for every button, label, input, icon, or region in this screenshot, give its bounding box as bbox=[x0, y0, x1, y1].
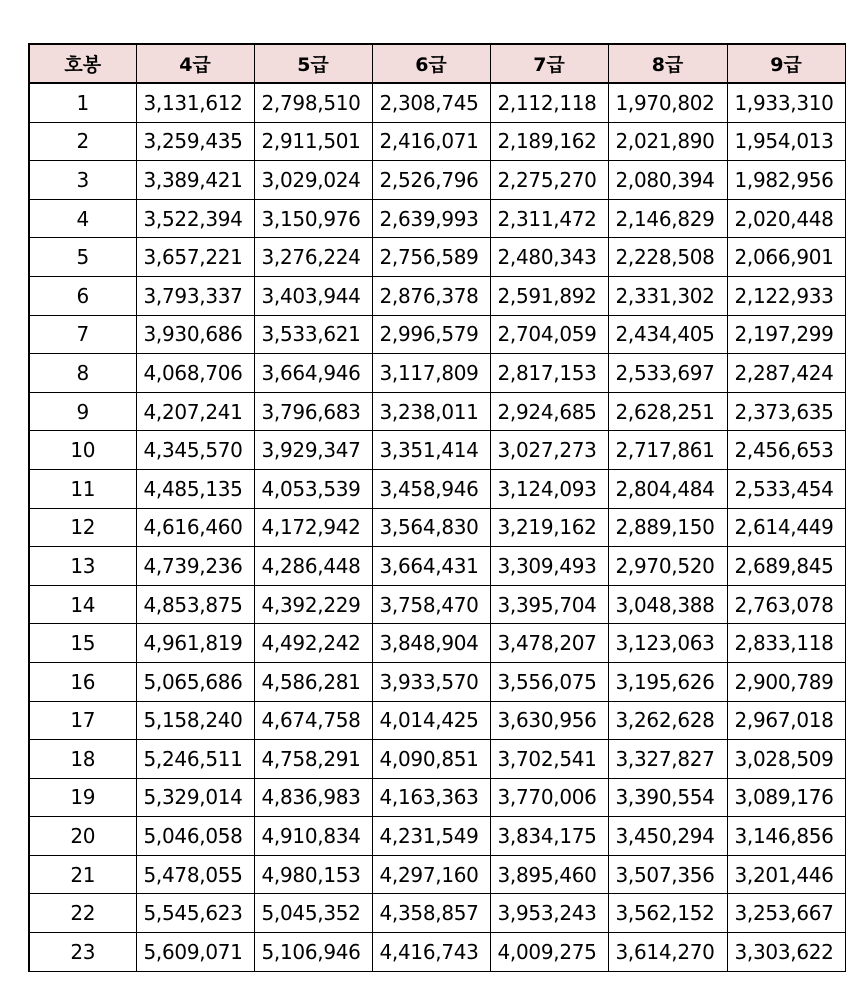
table-row bbox=[29, 508, 845, 547]
salary-cell: 4,758,291 bbox=[254, 740, 372, 779]
step-cell: 8 bbox=[29, 354, 136, 393]
salary-cell: 4,836,983 bbox=[254, 778, 372, 817]
salary-cell: 3,458,946 bbox=[372, 469, 490, 508]
salary-cell: 3,395,704 bbox=[490, 585, 608, 624]
salary-cell: 3,309,493 bbox=[490, 547, 608, 586]
salary-cell: 3,201,446 bbox=[727, 855, 845, 894]
column-header-grade: 5급 bbox=[254, 44, 372, 83]
step-cell: 3 bbox=[29, 161, 136, 200]
salary-cell: 2,763,078 bbox=[727, 585, 845, 624]
salary-cell: 2,275,270 bbox=[490, 161, 608, 200]
salary-cell: 2,639,993 bbox=[372, 199, 490, 238]
salary-cell: 2,311,472 bbox=[490, 199, 608, 238]
salary-cell: 3,124,093 bbox=[490, 469, 608, 508]
step-cell: 1 bbox=[29, 83, 136, 122]
salary-cell: 2,456,653 bbox=[727, 431, 845, 470]
step-cell: 20 bbox=[29, 817, 136, 856]
table-row bbox=[29, 585, 845, 624]
salary-cell: 4,674,758 bbox=[254, 701, 372, 740]
salary-cell: 3,664,431 bbox=[372, 547, 490, 586]
salary-cell: 3,834,175 bbox=[490, 817, 608, 856]
salary-cell: 3,253,667 bbox=[727, 894, 845, 933]
salary-cell: 4,485,135 bbox=[136, 469, 254, 508]
table-row bbox=[29, 122, 845, 161]
step-cell: 21 bbox=[29, 855, 136, 894]
salary-cell: 2,628,251 bbox=[608, 392, 727, 431]
step-cell: 11 bbox=[29, 469, 136, 508]
salary-cell: 3,390,554 bbox=[608, 778, 727, 817]
step-cell: 4 bbox=[29, 199, 136, 238]
salary-cell: 3,259,435 bbox=[136, 122, 254, 161]
step-cell: 13 bbox=[29, 547, 136, 586]
table-row bbox=[29, 161, 845, 200]
salary-cell: 5,246,511 bbox=[136, 740, 254, 779]
salary-cell: 3,403,944 bbox=[254, 276, 372, 315]
step-cell: 14 bbox=[29, 585, 136, 624]
salary-cell: 4,616,460 bbox=[136, 508, 254, 547]
salary-cell: 3,770,006 bbox=[490, 778, 608, 817]
salary-cell: 5,609,071 bbox=[136, 933, 254, 972]
salary-cell: 4,014,425 bbox=[372, 701, 490, 740]
salary-cell: 3,758,470 bbox=[372, 585, 490, 624]
salary-cell: 2,533,454 bbox=[727, 469, 845, 508]
salary-cell: 5,045,352 bbox=[254, 894, 372, 933]
salary-cell: 4,739,236 bbox=[136, 547, 254, 586]
salary-cell: 2,996,579 bbox=[372, 315, 490, 354]
salary-cell: 3,117,809 bbox=[372, 354, 490, 393]
step-cell: 17 bbox=[29, 701, 136, 740]
salary-cell: 4,207,241 bbox=[136, 392, 254, 431]
table-row bbox=[29, 199, 845, 238]
salary-cell: 2,970,520 bbox=[608, 547, 727, 586]
salary-cell: 5,106,946 bbox=[254, 933, 372, 972]
salary-cell: 4,009,275 bbox=[490, 933, 608, 972]
salary-cell: 2,331,302 bbox=[608, 276, 727, 315]
table-row bbox=[29, 392, 845, 431]
salary-cell: 4,231,549 bbox=[372, 817, 490, 856]
salary-cell: 3,664,946 bbox=[254, 354, 372, 393]
salary-cell: 3,657,221 bbox=[136, 238, 254, 277]
salary-cell: 2,434,405 bbox=[608, 315, 727, 354]
step-cell: 18 bbox=[29, 740, 136, 779]
salary-cell: 4,961,819 bbox=[136, 624, 254, 663]
salary-cell: 2,189,162 bbox=[490, 122, 608, 161]
salary-cell: 5,065,686 bbox=[136, 662, 254, 701]
salary-cell: 1,970,802 bbox=[608, 83, 727, 122]
salary-cell: 3,123,063 bbox=[608, 624, 727, 663]
step-cell: 19 bbox=[29, 778, 136, 817]
salary-cell: 2,228,508 bbox=[608, 238, 727, 277]
table-row bbox=[29, 276, 845, 315]
salary-cell: 3,930,686 bbox=[136, 315, 254, 354]
table-row bbox=[29, 817, 845, 856]
table-row bbox=[29, 315, 845, 354]
salary-cell: 3,564,830 bbox=[372, 508, 490, 547]
column-header-grade: 4급 bbox=[136, 44, 254, 83]
salary-cell: 2,373,635 bbox=[727, 392, 845, 431]
salary-cell: 3,238,011 bbox=[372, 392, 490, 431]
table-row bbox=[29, 740, 845, 779]
salary-cell: 2,798,510 bbox=[254, 83, 372, 122]
salary-cell: 4,090,851 bbox=[372, 740, 490, 779]
salary-cell: 4,297,160 bbox=[372, 855, 490, 894]
salary-table bbox=[28, 43, 846, 972]
step-cell: 5 bbox=[29, 238, 136, 277]
salary-table-container bbox=[28, 43, 846, 972]
column-header-grade: 9급 bbox=[727, 44, 845, 83]
salary-cell: 3,478,207 bbox=[490, 624, 608, 663]
salary-cell: 3,327,827 bbox=[608, 740, 727, 779]
salary-cell: 3,929,347 bbox=[254, 431, 372, 470]
step-cell: 12 bbox=[29, 508, 136, 547]
salary-cell: 2,924,685 bbox=[490, 392, 608, 431]
salary-cell: 4,910,834 bbox=[254, 817, 372, 856]
salary-cell: 3,028,509 bbox=[727, 740, 845, 779]
salary-cell: 3,702,541 bbox=[490, 740, 608, 779]
step-cell: 16 bbox=[29, 662, 136, 701]
salary-cell: 2,900,789 bbox=[727, 662, 845, 701]
salary-cell: 2,689,845 bbox=[727, 547, 845, 586]
salary-cell: 3,389,421 bbox=[136, 161, 254, 200]
salary-cell: 3,351,414 bbox=[372, 431, 490, 470]
salary-cell: 2,197,299 bbox=[727, 315, 845, 354]
salary-cell: 4,392,229 bbox=[254, 585, 372, 624]
salary-cell: 2,122,933 bbox=[727, 276, 845, 315]
salary-cell: 3,556,075 bbox=[490, 662, 608, 701]
salary-cell: 4,053,539 bbox=[254, 469, 372, 508]
salary-cell: 5,158,240 bbox=[136, 701, 254, 740]
table-row bbox=[29, 933, 845, 972]
salary-cell: 4,492,242 bbox=[254, 624, 372, 663]
salary-cell: 3,219,162 bbox=[490, 508, 608, 547]
table-row bbox=[29, 354, 845, 393]
salary-cell: 3,195,626 bbox=[608, 662, 727, 701]
salary-cell: 3,450,294 bbox=[608, 817, 727, 856]
step-cell: 2 bbox=[29, 122, 136, 161]
table-row bbox=[29, 238, 845, 277]
step-cell: 23 bbox=[29, 933, 136, 972]
table-body bbox=[29, 83, 845, 971]
salary-cell: 4,345,570 bbox=[136, 431, 254, 470]
salary-cell: 2,526,796 bbox=[372, 161, 490, 200]
salary-cell: 3,933,570 bbox=[372, 662, 490, 701]
salary-cell: 2,911,501 bbox=[254, 122, 372, 161]
column-header-grade: 6급 bbox=[372, 44, 490, 83]
salary-cell: 3,089,176 bbox=[727, 778, 845, 817]
salary-cell: 3,533,621 bbox=[254, 315, 372, 354]
salary-cell: 2,416,071 bbox=[372, 122, 490, 161]
table-row bbox=[29, 469, 845, 508]
salary-cell: 5,046,058 bbox=[136, 817, 254, 856]
salary-cell: 1,933,310 bbox=[727, 83, 845, 122]
salary-cell: 2,308,745 bbox=[372, 83, 490, 122]
step-cell: 15 bbox=[29, 624, 136, 663]
table-row bbox=[29, 778, 845, 817]
salary-cell: 5,545,623 bbox=[136, 894, 254, 933]
salary-cell: 2,533,697 bbox=[608, 354, 727, 393]
salary-cell: 2,817,153 bbox=[490, 354, 608, 393]
salary-cell: 4,068,706 bbox=[136, 354, 254, 393]
salary-cell: 2,704,059 bbox=[490, 315, 608, 354]
column-header-step: 호봉 bbox=[29, 44, 136, 83]
salary-cell: 2,066,901 bbox=[727, 238, 845, 277]
salary-cell: 3,953,243 bbox=[490, 894, 608, 933]
column-header-grade: 8급 bbox=[608, 44, 727, 83]
salary-cell: 2,112,118 bbox=[490, 83, 608, 122]
salary-cell: 5,329,014 bbox=[136, 778, 254, 817]
salary-cell: 2,717,861 bbox=[608, 431, 727, 470]
salary-cell: 4,416,743 bbox=[372, 933, 490, 972]
salary-cell: 4,853,875 bbox=[136, 585, 254, 624]
salary-cell: 3,048,388 bbox=[608, 585, 727, 624]
salary-cell: 3,262,628 bbox=[608, 701, 727, 740]
table-row bbox=[29, 894, 845, 933]
salary-cell: 2,833,118 bbox=[727, 624, 845, 663]
salary-cell: 3,793,337 bbox=[136, 276, 254, 315]
step-cell: 6 bbox=[29, 276, 136, 315]
salary-cell: 2,876,378 bbox=[372, 276, 490, 315]
salary-cell: 1,954,013 bbox=[727, 122, 845, 161]
salary-cell: 3,507,356 bbox=[608, 855, 727, 894]
salary-cell: 3,131,612 bbox=[136, 83, 254, 122]
salary-cell: 2,756,589 bbox=[372, 238, 490, 277]
salary-cell: 3,630,956 bbox=[490, 701, 608, 740]
salary-cell: 3,796,683 bbox=[254, 392, 372, 431]
salary-cell: 4,358,857 bbox=[372, 894, 490, 933]
salary-cell: 3,303,622 bbox=[727, 933, 845, 972]
salary-cell: 3,150,976 bbox=[254, 199, 372, 238]
table-row bbox=[29, 547, 845, 586]
step-cell: 22 bbox=[29, 894, 136, 933]
salary-cell: 3,614,270 bbox=[608, 933, 727, 972]
salary-cell: 4,172,942 bbox=[254, 508, 372, 547]
step-cell: 7 bbox=[29, 315, 136, 354]
header-row bbox=[29, 44, 845, 83]
table-row bbox=[29, 624, 845, 663]
salary-cell: 3,146,856 bbox=[727, 817, 845, 856]
salary-cell: 2,591,892 bbox=[490, 276, 608, 315]
column-header-grade: 7급 bbox=[490, 44, 608, 83]
salary-cell: 2,889,150 bbox=[608, 508, 727, 547]
salary-cell: 3,895,460 bbox=[490, 855, 608, 894]
salary-cell: 4,586,281 bbox=[254, 662, 372, 701]
table-header bbox=[29, 44, 845, 83]
salary-cell: 5,478,055 bbox=[136, 855, 254, 894]
salary-cell: 3,276,224 bbox=[254, 238, 372, 277]
salary-cell: 2,020,448 bbox=[727, 199, 845, 238]
salary-cell: 2,146,829 bbox=[608, 199, 727, 238]
salary-cell: 2,804,484 bbox=[608, 469, 727, 508]
table-row bbox=[29, 431, 845, 470]
salary-cell: 2,287,424 bbox=[727, 354, 845, 393]
salary-cell: 2,080,394 bbox=[608, 161, 727, 200]
table-row bbox=[29, 662, 845, 701]
table-row bbox=[29, 855, 845, 894]
table-row bbox=[29, 701, 845, 740]
salary-cell: 2,480,343 bbox=[490, 238, 608, 277]
salary-cell: 2,021,890 bbox=[608, 122, 727, 161]
salary-cell: 2,967,018 bbox=[727, 701, 845, 740]
salary-cell: 4,286,448 bbox=[254, 547, 372, 586]
salary-cell: 2,614,449 bbox=[727, 508, 845, 547]
salary-cell: 3,522,394 bbox=[136, 199, 254, 238]
salary-cell: 3,029,024 bbox=[254, 161, 372, 200]
step-cell: 9 bbox=[29, 392, 136, 431]
salary-cell: 1,982,956 bbox=[727, 161, 845, 200]
salary-cell: 3,562,152 bbox=[608, 894, 727, 933]
salary-cell: 3,848,904 bbox=[372, 624, 490, 663]
salary-cell: 3,027,273 bbox=[490, 431, 608, 470]
table-row bbox=[29, 83, 845, 122]
step-cell: 10 bbox=[29, 431, 136, 470]
salary-cell: 4,980,153 bbox=[254, 855, 372, 894]
salary-cell: 4,163,363 bbox=[372, 778, 490, 817]
